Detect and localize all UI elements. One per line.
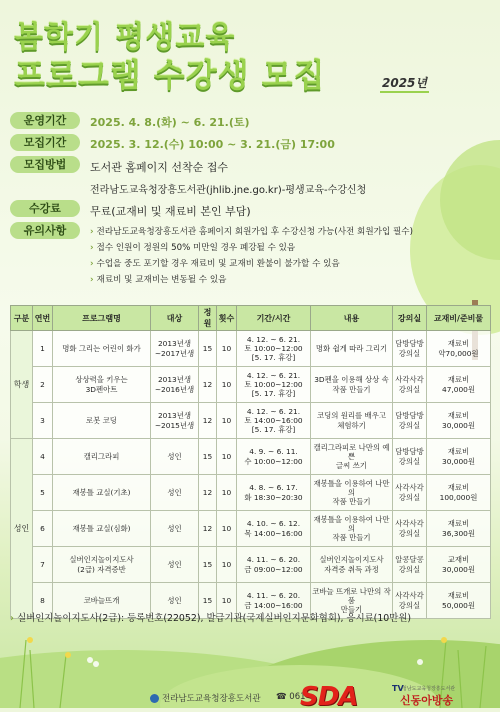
content: 실버인지놀이지도사 자격증 취득 과정 [311,547,393,583]
header-target: 대상 [151,306,199,331]
capacity: 12 [199,511,217,547]
sessions: 10 [217,403,237,439]
library-logo-icon [150,694,159,703]
table-header-row [11,306,491,331]
room: 담방담방 강의실 [393,331,427,367]
program-name: 상상력을 키우는 3D펜아트 [53,367,151,403]
program-table [10,305,491,619]
sessions: 10 [217,331,237,367]
period-time: 4. 10. ~ 6. 12. 목 14:00~16:00 [237,511,311,547]
fee: 재료비 약70,000원 [427,331,491,367]
library-name [150,692,261,704]
content: 코바늘 뜨개로 나만의 작품 만들기 [311,583,393,619]
row-number: 3 [33,403,53,439]
room: 사각사각 강의실 [393,511,427,547]
capacity: 15 [199,331,217,367]
period-time: 4. 11. ~ 6. 20. 금 09:00~12:00 [237,547,311,583]
table-row [11,439,491,475]
fee: 재료비 100,000원 [427,475,491,511]
program-name: 코바늘뜨개 [53,583,151,619]
header-category: 구분 [11,306,33,331]
header-sessions: 횟수 [217,306,237,331]
capacity: 12 [199,403,217,439]
operation-period-label: 운영기간 [10,112,80,129]
program-name: 실버인지놀이지도사 (2급) 자격증반 [53,547,151,583]
fee: 재료비 36,300원 [427,511,491,547]
recruit-period-label: 모집기간 [10,134,80,151]
room: 사각사각 강의실 [393,583,427,619]
table-row [11,331,491,367]
notes-label: 유의사항 [10,222,80,239]
content: 코딩의 원리를 배우고 체험하기 [311,403,393,439]
row-number: 5 [33,475,53,511]
certificate-footnote: › 실버인지놀이지도사(2급): 등록번호(22052), 발급기관(국제실버인지문화협회), 응시료(10만원) [10,610,411,624]
operation-period-value: 2025. 4. 8.(화) ~ 6. 21.(토) [90,116,250,129]
header-program: 프로그램명 [53,306,151,331]
period-time: 4. 12. ~ 6. 21. 토 10:00~12:00 [5. 17. 휴강] [237,331,311,367]
capacity: 12 [199,367,217,403]
capacity: 15 [199,439,217,475]
period-time: 4. 9. ~ 6. 11. 수 10:00~12:00 [237,439,311,475]
program-name: 재봉틀 교실(기초) [53,475,151,511]
category-cell: 학생 [11,331,33,439]
table-row [11,547,491,583]
room: 사각사각 강의실 [393,475,427,511]
sessions: 10 [217,583,237,619]
content: 3D펜을 이용해 상상 속 작품 만들기 [311,367,393,403]
recruit-period-value: 2025. 3. 12.(수) 10:00 ~ 3. 21.(금) 17:00 [90,138,335,151]
room: 담방담방 강의실 [393,403,427,439]
period-time: 4. 8. ~ 6. 17. 화 18:30~20:30 [237,475,311,511]
library-name-text: 전라남도교육청장흥도서관 [162,694,261,704]
fee: 재료비 50,000원 [427,583,491,619]
header-capacity: 정원 [199,306,217,331]
note-item: › 재료비 및 교재비는 변동될 수 있음 [90,273,226,285]
table-row [11,511,491,547]
target: 2013년생 ~2017년생 [151,331,199,367]
header-number: 연번 [33,306,53,331]
period-time: 4. 12. ~ 6. 21. 토 10:00~12:00 [5. 17. 휴강] [237,367,311,403]
room: 알콩달콩 강의실 [393,547,427,583]
header-fee: 교재비/준비물 [427,306,491,331]
fee-label: 수강료 [10,200,80,217]
header-room: 강의실 [393,306,427,331]
content: 캘리그라피로 나만의 예쁜 글씨 쓰기 [311,439,393,475]
recruit-method-line1: 도서관 홈페이지 선착순 접수 [90,161,229,174]
row-number: 4 [33,439,53,475]
footer [0,682,500,712]
header-period: 기간/시간 [237,306,311,331]
row-number: 8 [33,583,53,619]
sessions: 10 [217,475,237,511]
target: 성인 [151,439,199,475]
target: 성인 [151,547,199,583]
target: 성인 [151,583,199,619]
note-item: › 수업을 중도 포기할 경우 재료비 및 교재비 환불이 불가할 수 있음 [90,257,340,269]
table-row [11,403,491,439]
fee-value: 무료(교재비 및 재료비 본인 부담) [90,205,251,218]
capacity: 12 [199,475,217,511]
target: 성인 [151,511,199,547]
period-time: 4. 11. ~ 6. 20. 금 14:00~16:00 [237,583,311,619]
program-name: 명화 그리는 어린이 화가 [53,331,151,367]
phone-text: ☎ 061 [276,692,306,702]
sessions: 10 [217,367,237,403]
program-name: 캘리그라피 [53,439,151,475]
target: 2013년생 ~2015년생 [151,403,199,439]
table-row [11,475,491,511]
header-content: 내용 [311,306,393,331]
broadcaster-logo: SDA [300,682,358,712]
recruit-method-line2: 전라남도교육청장흥도서관(jhlib.jne.go.kr)-평생교육-수강신청 [90,185,367,196]
fee: 재료비 30,000원 [427,403,491,439]
target: 2013년생 ~2016년생 [151,367,199,403]
content: 재봉틀을 이용하여 나만의 작품 만들기 [311,511,393,547]
content: 명화 쉽게 따라 그리기 [311,331,393,367]
fee: 교재비 30,000원 [427,547,491,583]
capacity: 15 [199,583,217,619]
sessions: 10 [217,511,237,547]
recruit-method-label: 모집방법 [10,156,80,173]
target: 성인 [151,475,199,511]
table-row [11,367,491,403]
page-title-line2: 프로그램 수강생 모집 [14,56,326,94]
fee: 재료비 47,000원 [427,367,491,403]
year-label: 2025년 [380,74,429,93]
page-title-line1: 봄학기 평생교육 [14,20,236,55]
broadcaster-name: 신동아방송 [400,694,454,707]
category-cell: 성인 [11,439,33,619]
row-number: 6 [33,511,53,547]
period-time: 4. 12. ~ 6. 21. 토 14:00~16:00 [5. 17. 휴강] [237,403,311,439]
capacity: 15 [199,547,217,583]
program-name: 로봇 코딩 [53,403,151,439]
row-number: 7 [33,547,53,583]
row-number: 2 [33,367,53,403]
note-item: › 접수 인원이 정원의 50% 미만일 경우 폐강될 수 있음 [90,241,295,253]
program-name: 재봉틀 교실(심화) [53,511,151,547]
note-item: › 전라남도교육청장흥도서관 홈페이지 회원가입 후 수강신청 가능(사전 회원가입 필수) [90,225,413,237]
row-number: 1 [33,331,53,367]
room: 사각사각 강의실 [393,367,427,403]
content: 재봉틀을 이용하여 나만의 작품 만들기 [311,475,393,511]
sessions: 10 [217,547,237,583]
fee: 재료비 30,000원 [427,439,491,475]
broadcaster-logo-tv: TV [392,684,404,693]
room: 담방담방 강의실 [393,439,427,475]
sessions: 10 [217,439,237,475]
broadcaster-subtext: 청남도교육청장흥도서관 [402,686,456,692]
